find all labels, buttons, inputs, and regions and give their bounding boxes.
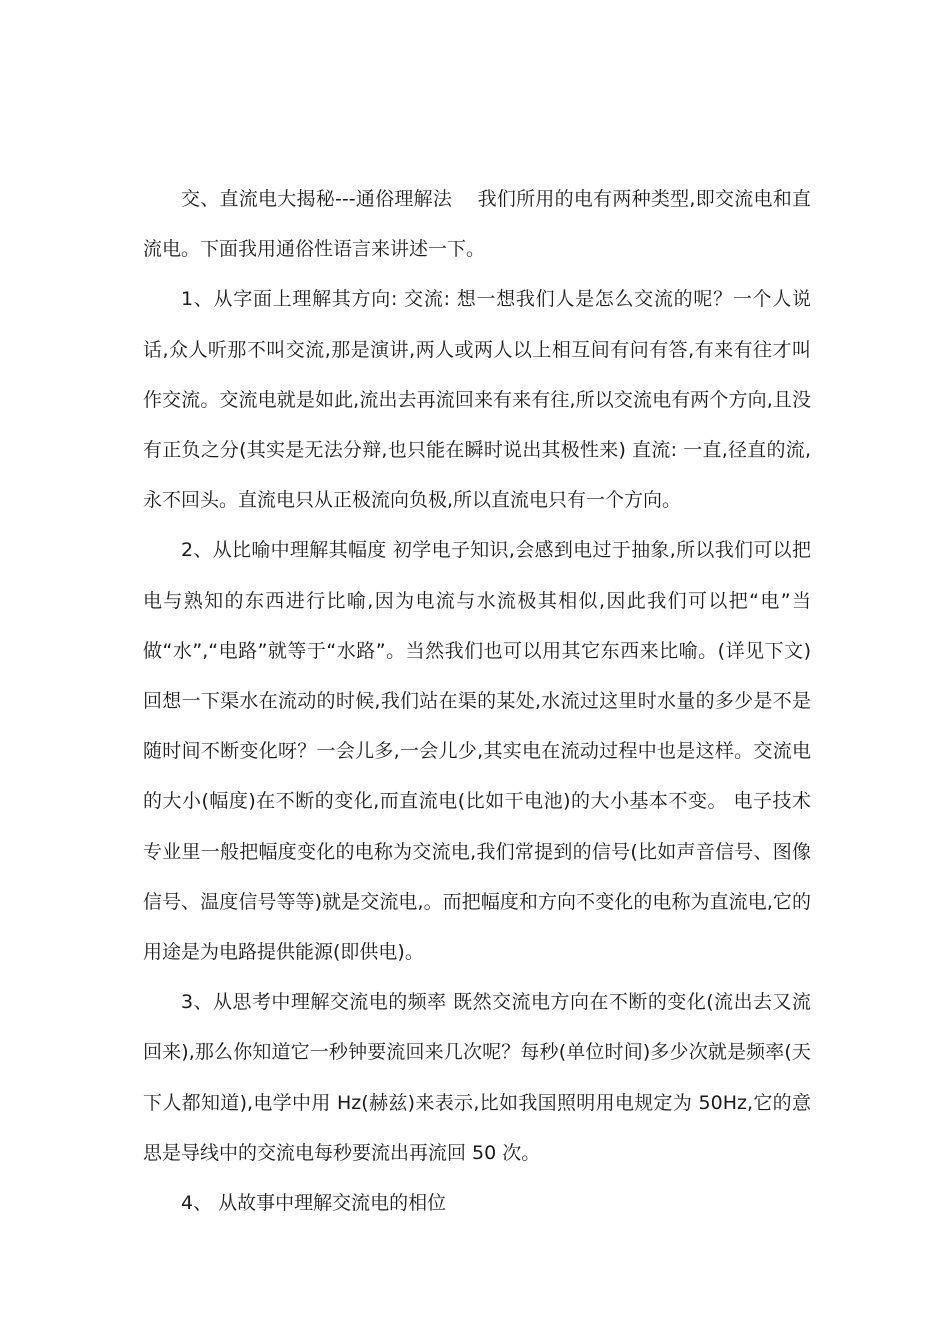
paragraph-amplitude: 2、从比喻中理解其幅度 初学电子知识,会感到电过于抽象,所以我们可以把电与熟知的东西进行比喻,因为电流与水流极其相似,因此我们可以把“电”当做“水”,“电路”就等于“水路”。当然我们也可以用其它东西来比喻。(详见下文) 回想一下渠水在流动的时候,我们站在渠的某处,水流过这里时水量的多少是不是随时间不断变化呀？一会儿多,一会儿少,其实电在流动过程中也是这样。交流电的大小(幅度)在不断的变化,而直流电(比如干电池)的大小基本不变。 电子技术专业里一般把幅度变化的电称为交流电,我们常提到的信号(比如声音信号、图像信号、温度信号等等)就是交流电,。而把幅度和方向不变化的电称为直流电,它的用途是为电路提供能源(即供电)。: [143, 539, 811, 964]
paragraph-direction: 1、从字面上理解其方向: 交流: 想一想我们人是怎么交流的呢？一个人说话,众人听那不叫交流,那是演讲,两人或两人以上相互间有问有答,有来有往才叫作交流。交流电就是如此,流出去再流回来有来有往,所以交流电有两个方向,且没有正负之分(其实是无法分辩,也只能在瞬时说出其极性来) 直流: 一直,径直的流,永不回头。直流电只从正极流向负极,所以直流电只有一个方向。: [143, 288, 811, 512]
paragraph-phase-heading: 4、 从故事中理解交流电的相位: [181, 1192, 447, 1215]
document-body: [143, 174, 811, 1228]
paragraph-intro: 交、直流电大揭秘---通俗理解法 我们所用的电有两种类型,即交流电和直流电。下面我用通俗性语言来讲述一下。: [143, 188, 811, 261]
paragraph-frequency: 3、从思考中理解交流电的频率 既然交流电方向在不断的变化(流出去又流回来),那么你知道它一秒钟要流回来几次呢？每秒(单位时间)多少次就是频率(天下人都知道),电学中用 Hz(赫兹)来表示,比如我国照明用电规定为 50Hz,它的意思是导线中的交流电每秒要流出再流回 50 次。: [143, 991, 811, 1164]
